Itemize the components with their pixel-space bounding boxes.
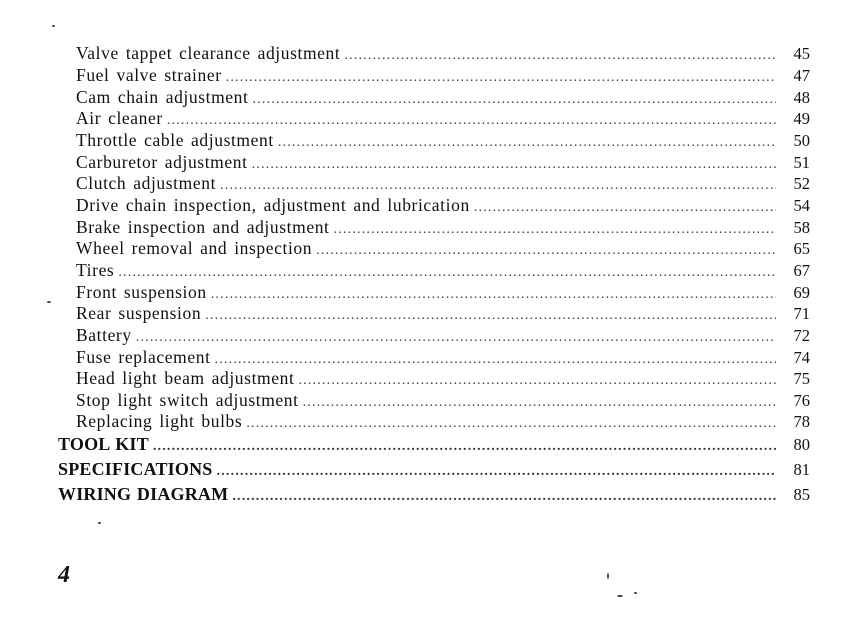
toc-entry [76,217,810,240]
dot-leader [253,90,777,110]
toc-entry-label: Air cleaner [76,108,163,128]
scan-speck [47,301,51,303]
toc-entry [76,260,810,283]
toc-entry [76,130,810,153]
toc-entry [76,195,810,218]
toc-entry-label: Clutch adjustment [76,173,217,193]
toc-entry-label: Cam chain adjustment [76,87,249,107]
toc-entry [76,390,810,413]
toc-section [58,459,810,482]
toc-entry [76,325,810,348]
toc-entry [76,65,810,88]
toc-entry [76,152,810,175]
toc-entry-page: 52 [793,174,810,193]
toc-entry [76,303,810,326]
toc-entry-page: 50 [793,131,810,150]
page-number: 4 [58,562,70,588]
toc-entry-label: Throttle cable adjustment [76,130,274,150]
toc-entry-label: Front suspension [76,282,207,302]
dot-leader [303,393,776,413]
dot-leader [344,46,776,66]
scan-speck [98,522,101,524]
toc-entry-page: 47 [793,66,810,85]
dot-leader [211,285,776,305]
toc-entry-page: 51 [793,153,810,172]
dot-leader [278,133,776,153]
toc-section-page: 81 [793,460,810,479]
toc-entry-label: Replacing light bulbs [76,411,243,431]
toc-entry [76,87,810,110]
toc-entry-label: Rear suspension [76,303,202,323]
toc-entry [76,108,810,131]
toc-entry-page: 75 [793,369,810,388]
toc-entry-page: 78 [793,412,810,431]
toc-section [58,434,810,457]
dot-leader [167,111,776,131]
dot-leader [226,68,776,88]
toc-entry-page: 69 [793,283,810,302]
toc-entry-page: 54 [793,196,810,215]
scan-speck [634,592,637,594]
toc-entry-label: Valve tappet clearance adjustment [76,43,341,63]
dot-leader [252,155,776,175]
dot-leader [205,306,776,326]
toc-section [58,484,810,507]
toc-entry-page: 72 [793,326,810,345]
toc-entry [76,238,810,261]
toc-entry-page: 48 [793,88,810,107]
toc-entry [76,347,810,370]
toc-entry [76,368,810,391]
toc-entry-page: 74 [793,348,810,367]
toc-entry-label: Tires [76,260,115,280]
toc-section-page: 85 [793,485,810,504]
dot-leader [298,371,776,391]
toc-entry [76,411,810,434]
dot-leader [220,176,776,196]
dot-leader [215,350,776,370]
dot-leader [246,414,776,434]
toc-section-page: 80 [793,435,810,454]
toc-entry-page: 71 [793,304,810,323]
toc-entry-page: 67 [793,261,810,280]
dot-leader [217,462,777,482]
toc-entry-page: 76 [793,391,810,410]
scan-speck [52,25,55,27]
dot-leader [474,198,776,218]
toc-entry-page: 45 [793,44,810,63]
toc-entry-label: Stop light switch adjustment [76,390,299,410]
toc-entry-label: Battery [76,325,132,345]
toc-section-label: TOOL KIT [58,434,149,454]
toc-section-label: SPECIFICATIONS [58,459,213,479]
scan-speck [617,595,623,597]
toc-entry-page: 65 [793,239,810,258]
toc-entry-label: Head light beam adjustment [76,368,295,388]
toc-entry-page: 49 [793,109,810,128]
dot-leader [232,487,776,507]
toc-section-label: WIRING DIAGRAM [58,484,229,504]
dot-leader [136,328,776,348]
toc-entry-label: Fuel valve strainer [76,65,222,85]
toc-entry-label: Wheel removal and inspection [76,238,313,258]
toc-entry-label: Drive chain inspection, adjustment and lubrication [76,195,470,215]
toc-entry-page: 58 [793,218,810,237]
toc-entry [76,282,810,305]
dot-leader [334,220,776,240]
dot-leader [153,437,776,457]
toc-entry [76,173,810,196]
toc-entry-label: Carburetor adjustment [76,152,248,172]
toc-entry-label: Fuse replacement [76,347,211,367]
toc-entry [76,43,810,66]
dot-leader [316,241,776,261]
dot-leader [118,263,776,283]
scan-speck [607,573,609,579]
toc-entry-label: Brake inspection and adjustment [76,217,330,237]
